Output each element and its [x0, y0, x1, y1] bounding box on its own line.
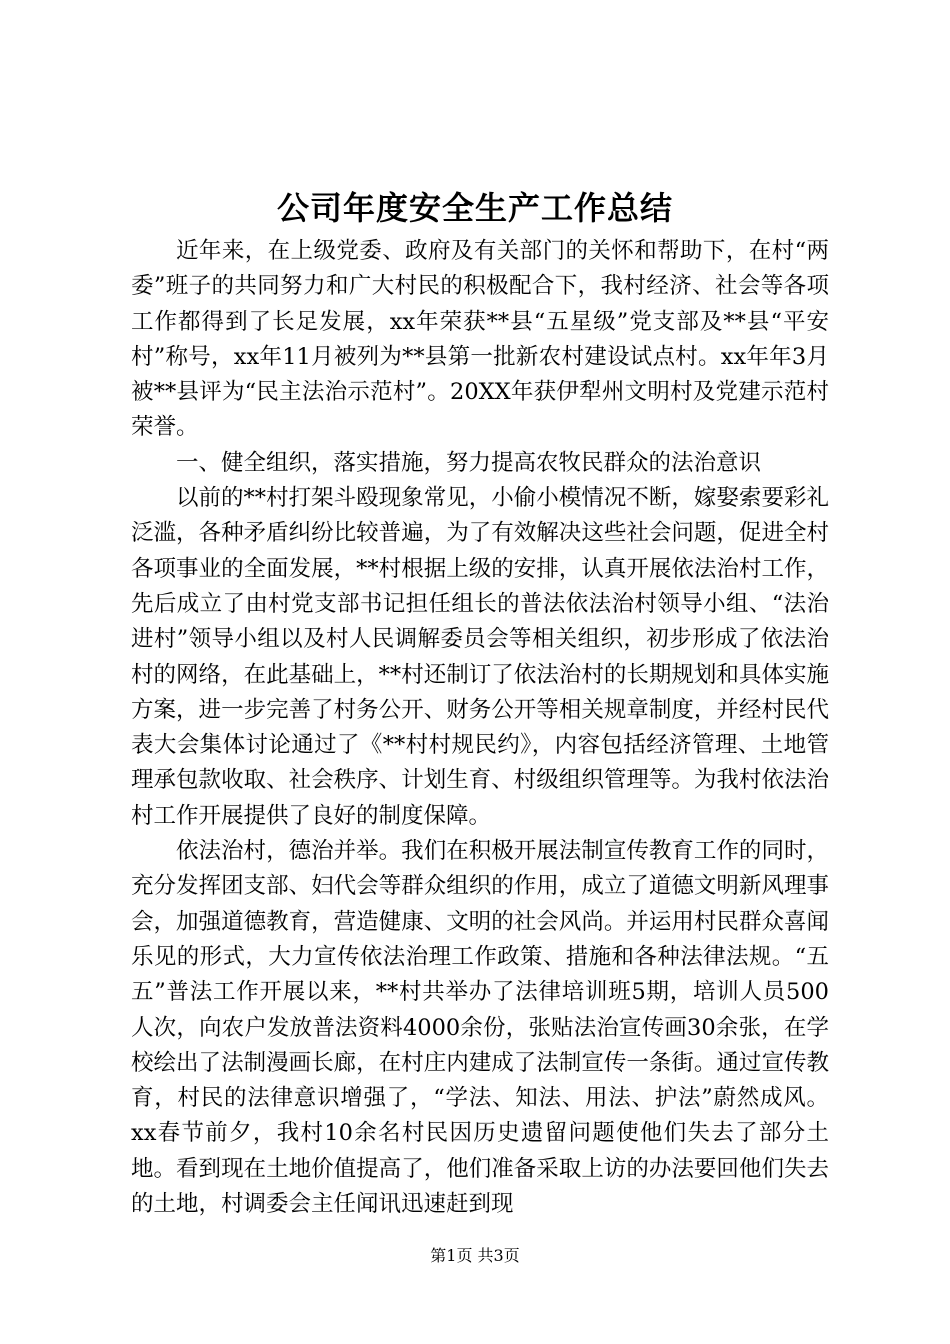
page-footer: 第1页 共3页: [430, 1246, 520, 1265]
paragraph-rule-of-law: 依法治村，德治并举。我们在积极开展法制宣传教育工作的同时，充分发挥团支部、妇代会等群众组织的作用，成立了道德文明新风理事会，加强道德教育，营造健康、文明的社会风尚。并运用村民群众喜闻乐见的形式，大力宣传依法治理工作政策、措施和各种法律法规。“五五”普法工作开展以来，**村共举办了法律培训班5期，培训人员500人次，向农户发放普法资料4000余份，张贴法治宣传画30余张，在学校绘出了法制漫画长廊，在村庄内建成了法制宣传一条街。通过宣传教育，村民的法律意识增强了，“学法、知法、用法、护法”蔚然成风。xx春节前夕，我村10余名村民因历史遗留问题使他们失去了部分土地。看到现在土地价值提高了，他们准备采取上访的办法要回他们失去的土地，村调委会主任闻讯迅速赶到现: [131, 838, 829, 1218]
document-body: [131, 234, 829, 1222]
paragraph-intro: 近年来，在上级党委、政府及有关部门的关怀和帮助下，在村“两委”班子的共同努力和广大村民的积极配合下，我村经济、社会等各项工作都得到了长足发展，xx年荣获**县“五星级”党支部及**县“平安村”称号，xx年11月被列为**县第一批新农村建设试点村。xx年年3月被**县评为“民主法治示范村”。20XX年获伊犁州文明村及党建示范村荣誉。: [131, 238, 829, 441]
paragraph-organization: 以前的**村打架斗殴现象常见，小偷小模情况不断，嫁娶索要彩礼泛滥，各种矛盾纠纷比较普遍，为了有效解决这些社会问题，促进全村各项事业的全面发展，**村根据上级的安排，认真开展依法治村工作，先后成立了由村党支部书记担任组长的普法依法治村领导小组、“法治进村”领导小组以及村人民调解委员会等相关组织，初步形成了依法治村的网络，在此基础上，**村还制订了依法治村的长期规划和具体实施方案，进一步完善了村务公开、财务公开等相关规章制度，并经村民代表大会集体讨论通过了《**村村规民约》，内容包括经济管理、土地管理承包款收取、社会秩序、计划生育、村级组织管理等。为我村依法治村工作开展提供了良好的制度保障。: [131, 485, 829, 829]
section-heading-1: 一、健全组织，落实措施，努力提高农牧民群众的法治意识: [176, 449, 762, 476]
document-title: 公司年度安全生产工作总结: [276, 189, 673, 227]
